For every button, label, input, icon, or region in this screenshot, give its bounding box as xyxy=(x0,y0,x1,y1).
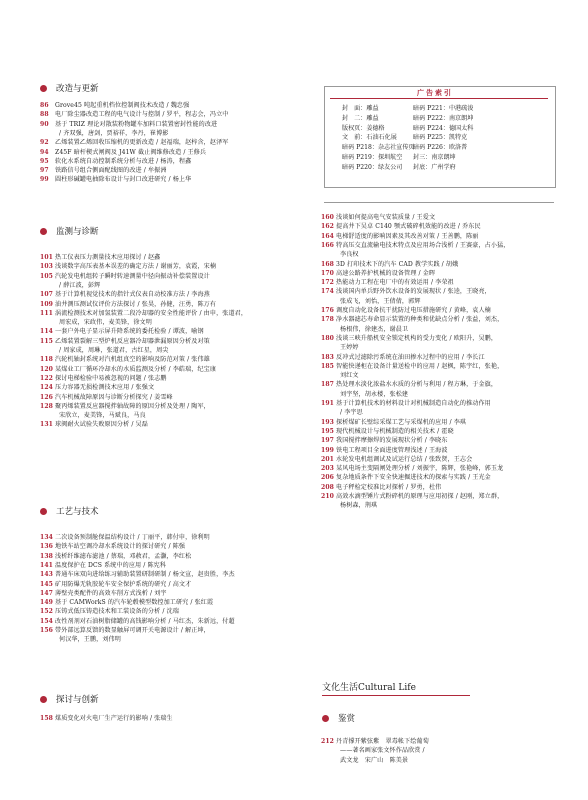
entry-text: 电子秤检定校准比对探析 / 罗勇，杜伟 xyxy=(336,483,442,491)
toc-entry[interactable] xyxy=(40,607,315,616)
section-title: 改造与更新 xyxy=(56,84,99,94)
page-number: 180 xyxy=(321,334,335,342)
entry-text: 张成飞，刘怡，王倩倩，郭辉 xyxy=(340,297,421,305)
page-number: 118 xyxy=(40,356,54,364)
entry-text: 基于计算机视觉技术的指针式仪表自动校准方法 / 李海燕 xyxy=(55,291,210,299)
toc-entry[interactable] xyxy=(321,334,571,353)
toc-entry[interactable] xyxy=(40,290,315,299)
page-number: 88 xyxy=(40,111,49,119)
section-heading xyxy=(322,712,355,724)
entry-text: 浅谈如何提高电气安装质量 / 王爱文 xyxy=(336,214,436,221)
page-number: 212 xyxy=(321,738,335,745)
ad-index-item: 文 前：石油石化展 xyxy=(342,134,397,142)
page-number: 122 xyxy=(40,374,54,382)
toc-entry[interactable] xyxy=(321,287,571,306)
page-number: 183 xyxy=(321,353,335,361)
page-number: 114 xyxy=(40,328,54,336)
page-number: 172 xyxy=(321,279,335,287)
toc-entry[interactable] xyxy=(40,110,315,119)
section-title: 工艺与技术 xyxy=(56,507,99,517)
page-number: 109 xyxy=(40,300,54,308)
entry-text: 一套户外电子显示屏升降系统的委托检验 / 谭波，喻钢 xyxy=(55,328,204,336)
toc-entry[interactable] xyxy=(40,393,315,402)
entry-text: 武文龙 宋广山 陈美景 xyxy=(340,756,409,764)
toc-entry[interactable] xyxy=(40,714,315,723)
entry-text: 电梯舒适度的影响因素及其改善对策 / 王善鹏，陈丽 xyxy=(336,232,479,240)
entry-text: 某煤业工厂循环冷却水的水质监测及分析 / 李皓瑞，纪宝康 xyxy=(55,365,217,373)
entry-text: 何汉华，王鹏，刘伟明 xyxy=(59,636,121,644)
toc-entry[interactable] xyxy=(40,101,315,110)
page-number: 99 xyxy=(40,176,49,184)
page-number: 197 xyxy=(321,437,335,445)
entry-text: Grove45 吨起重机档位控制阀技术改造 / 魏忠强 xyxy=(55,102,190,109)
entry-text: 净水器滤芯寿命显示装置的种类和优缺点分析 / 张益，刘杰， xyxy=(336,316,504,324)
page-number: 145 xyxy=(40,580,54,588)
toc-entry[interactable] xyxy=(40,383,315,392)
toc-entry[interactable] xyxy=(321,232,571,241)
page-number: 128 xyxy=(40,402,54,410)
toc-entry[interactable] xyxy=(40,542,315,551)
toc-entry[interactable] xyxy=(40,626,315,645)
entry-text: 普通车床双向进给练习辅助装置研制研制 / 杨文宣，赵贵胜，李杰 xyxy=(55,571,235,579)
toc-entry[interactable] xyxy=(321,241,571,260)
ad-index-item: 暗码 P218：杂志社宣传页 xyxy=(342,144,415,152)
entry-text: 油井测压测试仪评价方法探讨 / 张昊，孙健，汪勇，陈万有 xyxy=(55,300,217,308)
page-number: 176 xyxy=(321,307,335,314)
entry-text: 智能快递柜在设备计量送检中的应用 / 赵枫，陈宇红，张艳， xyxy=(336,362,504,370)
entry-text: 调度自动化设备抗干扰防过电压措施研究 / 黄峰，袁人楠 xyxy=(336,307,491,314)
toc-entry[interactable] xyxy=(321,473,571,482)
page-number: 174 xyxy=(321,288,335,296)
page-number: 124 xyxy=(40,384,54,392)
page-number: 90 xyxy=(40,120,49,128)
page-number: 86 xyxy=(40,102,49,109)
ad-index-item: 封 二：雕益 xyxy=(342,114,379,122)
entry-text: 矿用防爆无轨胶轮车安全保护系统的研究 / 高文才 xyxy=(55,580,192,588)
entry-text: 改性剂剂对石油树脂储罐的高钱影响分析 / 马红杰，朱新远，付超 xyxy=(55,617,235,625)
entry-text: 浅谈数字高压表基本误差的确定方法 / 谢丽芳，袁霞，宋楠 xyxy=(55,263,217,271)
entry-text: 基于 TRIZ 理论对散装粉物罐车加料口装置密封性能的改进 xyxy=(55,120,218,128)
toc-entry[interactable] xyxy=(321,399,571,418)
entry-text: 刘红文 xyxy=(340,372,359,380)
toc-entry[interactable] xyxy=(40,272,315,291)
page-number: 156 xyxy=(40,627,54,634)
toc-entry[interactable] xyxy=(40,355,315,364)
page-number: 210 xyxy=(321,493,335,500)
entry-text: 现代机械设计与机械制造的相关技术 / 霍晓 xyxy=(336,427,454,435)
entry-text: 我国搅拌摩擦焊的发展现状分析 / 李晓东 xyxy=(336,437,448,445)
page-number: 107 xyxy=(40,291,54,299)
toc-entry[interactable] xyxy=(321,269,571,278)
toc-entry[interactable] xyxy=(321,455,571,464)
page-number: 131 xyxy=(40,421,54,429)
ad-index-item: 封三：南京朗坤 xyxy=(413,154,456,161)
entry-text: 水轮发电机组调试及试运行总结 / 张致贤，王志会 xyxy=(336,455,473,463)
toc-entry[interactable] xyxy=(321,492,571,511)
entry-text: 浅析纤维滤布滤池 / 蔡瑞，邓赦君，孟灏，李红松 xyxy=(55,552,192,560)
entry-text: 电厂除尘器改造工程的电气设计与控制 / 罗平，程志会，冯立中 xyxy=(55,111,229,119)
toc-entry[interactable] xyxy=(321,483,571,492)
page-number: 143 xyxy=(40,571,54,579)
page-number: 134 xyxy=(40,534,54,541)
toc-entry[interactable] xyxy=(40,420,315,429)
toc-entry[interactable] xyxy=(40,157,315,166)
entry-text: 汽轮机轴封系统对汽机组真空的影响及防范对策 / 张伟雄 xyxy=(55,356,210,364)
toc-entry[interactable] xyxy=(40,580,315,589)
page-number: 208 xyxy=(321,483,335,491)
page-number: 103 xyxy=(40,263,54,271)
toc-entry[interactable] xyxy=(40,552,315,561)
toc-entry[interactable] xyxy=(321,315,571,334)
page-number: 101 xyxy=(40,254,54,261)
page-number: 154 xyxy=(40,617,54,625)
ad-index-item: 暗码 P220：绿友公司 xyxy=(342,163,403,171)
page-number: 166 xyxy=(321,241,335,249)
page-number: 97 xyxy=(40,167,49,175)
entry-text: 周宏成，宋政伟，麦美锋，徐文明 xyxy=(59,319,152,327)
toc-entry[interactable] xyxy=(321,362,571,381)
entry-text: 丹青撑开紫弦紫 翠毒帐下绘葡萄 xyxy=(336,738,429,745)
page-number: 158 xyxy=(40,715,54,722)
bullet-icon xyxy=(40,508,47,515)
entry-text: 某风电场主变隔闸处理分析 / 刘振宇，陈辉，张艳峰，郭玉龙 xyxy=(336,465,504,473)
page-number: 168 xyxy=(321,260,335,268)
ad-index-item: 封底：广州学府 xyxy=(413,163,456,171)
section-title: 探讨与创新 xyxy=(56,695,99,705)
ad-index-rule xyxy=(330,98,548,99)
ad-index-item: 版权页：姜德格 xyxy=(342,124,385,132)
toc-entry[interactable] xyxy=(321,427,571,436)
entry-text: 复杂地质条件下安全快速掘进技术的探索与实践 / 王光金 xyxy=(336,474,491,482)
ad-index-item: 暗码 P225：凯特克 xyxy=(413,134,468,142)
toc-entry[interactable] xyxy=(40,533,315,542)
page-number: 95 xyxy=(40,157,49,165)
toc-entry[interactable] xyxy=(321,436,571,445)
entry-text: / 周家成，周琳，张道君，古红星，周尖 xyxy=(59,346,169,354)
page-number: 126 xyxy=(40,393,54,401)
entry-text: 探讨电梯检验中易被忽视的问题 / 张志鹏 xyxy=(55,374,167,382)
page-number: 162 xyxy=(321,223,335,231)
toc-entry[interactable] xyxy=(40,253,315,262)
ad-index-item: 封 面：雕益 xyxy=(342,105,379,112)
page-number: 170 xyxy=(321,269,335,277)
entry-text: 温度保护在 DCS 系统中的应用 / 陈宪科 xyxy=(55,561,167,569)
ad-index-title: 广告索引 xyxy=(417,88,453,97)
page-number: 136 xyxy=(40,543,54,551)
page-number: 94 xyxy=(40,148,49,156)
toc-entry[interactable] xyxy=(40,138,315,147)
toc-entry[interactable] xyxy=(321,306,571,315)
entry-text: 软化水系统自动控制系统分析与改进 / 杨涛，程鑫 xyxy=(55,157,192,165)
section-heading xyxy=(40,82,99,94)
page-number: 120 xyxy=(40,365,54,373)
section-heading xyxy=(40,693,99,705)
bullet-icon xyxy=(40,228,47,235)
entry-text: 乙烯装置裂解三型炉机反应器冷却器泄漏原因分析及对策 xyxy=(55,337,210,345)
page-number: 201 xyxy=(321,455,335,463)
entry-text: / 齐双强，唐剑，贾裕祥，李丹，崔博影 xyxy=(59,129,169,137)
page-number: 195 xyxy=(321,427,335,435)
entry-text: 热能动力工程在电厂中的有效运用 / 李荣祖 xyxy=(336,279,454,287)
page-number: 164 xyxy=(321,232,335,240)
toc-entry[interactable] xyxy=(40,262,315,271)
toc-entry[interactable] xyxy=(40,365,315,374)
entry-text: / 薛江波，彭辉 xyxy=(59,281,101,289)
entry-text: 汽轮发电机组转子瞬时转速测量中径向振动补偿装置设计 xyxy=(55,272,210,280)
bullet-icon xyxy=(40,85,47,92)
page-number: 160 xyxy=(321,214,335,221)
entry-text: 薄壁壳类配件的高效车削方式浅析 / 刘宇 xyxy=(55,589,167,597)
entry-text: 李良权 xyxy=(340,251,359,259)
culture-title: 文化生活Cultural Life xyxy=(322,683,416,693)
entry-text: 圆柱形碱罐电抽除布设计与封口改进研究 / 杨上华 xyxy=(55,176,192,184)
toc-entry[interactable] xyxy=(321,353,571,362)
bullet-icon xyxy=(40,696,47,703)
page-number: 199 xyxy=(321,446,335,454)
toc-entry[interactable] xyxy=(40,337,315,356)
toc-entry[interactable] xyxy=(321,260,571,269)
entry-text: 球阀耐火试验失败原因分析 / 吴磊 xyxy=(55,421,148,429)
section-heading xyxy=(40,505,99,517)
entry-text: 热工仪表压力测量技术应用探讨 / 赵鑫 xyxy=(55,254,161,261)
entry-text: 基于 CAMWorkS 的汽车轮毂模型数控加工研究 / 张红霞 xyxy=(55,599,214,607)
entry-text: 高速公路养护机械的设备管理 / 金晖 xyxy=(336,269,436,277)
toc-entry[interactable] xyxy=(40,374,315,383)
page-number: 178 xyxy=(321,316,335,324)
page-number: 185 xyxy=(321,362,335,370)
toc-entry[interactable] xyxy=(40,120,315,139)
page-number: 152 xyxy=(40,608,54,616)
toc-entry[interactable] xyxy=(321,380,571,399)
page-number: 92 xyxy=(40,139,49,147)
toc-entry[interactable] xyxy=(40,570,315,579)
entry-text: 提高井下吴卓 C140 颚式破碎机效能的改进 / 乔东民 xyxy=(336,223,481,231)
entry-text: 热处理水淡化浓盐水水质的分析与利用 / 程方琳，于金旗， xyxy=(336,381,498,389)
page-number: 115 xyxy=(40,337,54,345)
entry-text: 刘宇坚，胡永楼，张松建 xyxy=(340,390,409,398)
toc-entry[interactable] xyxy=(40,327,315,336)
page-number: 141 xyxy=(40,561,54,569)
toc-entry[interactable] xyxy=(40,300,315,309)
toc-entry[interactable] xyxy=(40,617,315,626)
page-number: 147 xyxy=(40,589,54,597)
entry-text: 压力容器无损检测技术应用 / 张强文 xyxy=(55,384,155,392)
entry-text: 杨根伟，徐建杰，谢晨卫 xyxy=(340,325,409,333)
page-number: 138 xyxy=(40,552,54,560)
ad-index-item: 暗码 P222：南京朗坤 xyxy=(413,114,474,122)
toc-entry[interactable] xyxy=(40,598,315,607)
toc-entry[interactable] xyxy=(321,222,571,231)
entry-text: 浅谈国内单兵野外饮水设备的发展现状 / 张逵，王晓亮， xyxy=(336,288,491,296)
entry-text: 杨树森，荆琪 xyxy=(340,502,378,510)
toc-entry[interactable] xyxy=(40,561,315,570)
ad-index-item: 暗码 P226：欧洛普 xyxy=(413,144,468,152)
entry-text: Z45F 暗杆楔式闸阀及 J41W 截止阀维修改造 / 王修兵 xyxy=(55,148,207,156)
ad-index-item: 暗码 P221：中港疏浚 xyxy=(413,105,474,112)
section-title: 监测与诊断 xyxy=(56,227,99,237)
entry-text: 汽车机械故障原因与诊断分析探究 / 姜雪峰 xyxy=(55,393,173,401)
page-number: 193 xyxy=(321,418,335,426)
entry-text: 煤质变化对火电厂生产运行的影响 / 张瑞生 xyxy=(55,715,173,722)
entry-text: 二次设备预制舱保温结构设计 / 丁丽平，韩付申，徐利明 xyxy=(55,534,210,541)
toc-entry[interactable] xyxy=(40,166,315,175)
page-number: 105 xyxy=(40,272,54,280)
entry-text: 铁电工程项目全面进度管理浅述 / 王海波 xyxy=(336,446,448,454)
toc-entry[interactable] xyxy=(321,446,571,455)
entry-text: 王婷婷 xyxy=(340,344,359,352)
toc-entry[interactable] xyxy=(321,464,571,473)
entry-text: 3D 打印技术下的汽车 CAD 教学实践 / 胡娥 xyxy=(336,260,459,268)
toc-entry[interactable] xyxy=(40,175,315,184)
entry-text: 聚丙烯装置反应器搅拌轴故障的原因分析及处理 / 陶军， xyxy=(55,402,210,410)
toc-entry[interactable] xyxy=(40,309,315,328)
toc-entry[interactable] xyxy=(40,589,315,598)
entry-text: 压铸式低压铸造技术和工装设备的分析 / 沈瑞 xyxy=(55,608,179,616)
divider xyxy=(324,202,554,203)
page-number: 206 xyxy=(321,474,335,482)
page-number: 203 xyxy=(321,465,335,473)
entry-text: 带外部远算反馈的数显触屏可调开关电源设计 / 解正坤， xyxy=(55,627,210,634)
entry-text: ——著名画家张文怀作品欣赏 / xyxy=(340,747,425,755)
entry-text: 地铁车站空调冷却水系统设计的探讨研究 / 陈强 xyxy=(55,543,186,551)
entry-text: 涡流检测技术对加氢装置二段冷却器的安全性能评价 / 由申，张道君， xyxy=(55,309,248,317)
toc-entry[interactable] xyxy=(321,213,571,222)
entry-text: 宋欣立，麦美锋，马斌良，马良 xyxy=(59,412,146,420)
culture-rule xyxy=(322,695,470,696)
entry-text: 特高压交直流输电技术特点及应用场合浅析 / 王赛豪，占小猛， xyxy=(336,241,510,249)
entry-text: 基于计算机技术的材料设计对机械制造自动化的推动作用 xyxy=(336,400,491,407)
section-heading xyxy=(40,225,99,237)
toc-entry[interactable] xyxy=(321,737,571,765)
ad-index-item: 暗码 P224：德国太科 xyxy=(413,124,474,132)
toc-entry[interactable] xyxy=(40,402,315,421)
toc-entry[interactable] xyxy=(321,278,571,287)
section-title: 鉴赏 xyxy=(338,714,356,724)
ad-index-item: 暗码 P219：探圳航空 xyxy=(342,154,403,161)
bullet-icon xyxy=(322,715,329,722)
entry-text: 高效水滴型锤片式粉碎机的原理与应用初探 / 赵刚，郑立群， xyxy=(336,493,504,500)
entry-text: 探析煤矿长壁综采煤工艺与采煤机的应用 / 李琪 xyxy=(336,418,467,426)
toc-entry[interactable] xyxy=(321,418,571,427)
entry-text: 浅谈三峡升船机安全锁定机构的受力变化 / 欧阳升，吴鹏， xyxy=(336,334,498,342)
entry-text: 反冲式过滤除污系统在油田掺水过程中的应用 / 李长江 xyxy=(336,353,485,361)
page-number: 187 xyxy=(321,381,335,389)
page-number: 111 xyxy=(40,309,54,317)
page-number: 191 xyxy=(321,400,335,407)
entry-text: 乙烯装置乙烯回收压缩机的更新改造 / 赵福瑞，赵梓含，赵泽军 xyxy=(55,139,229,147)
entry-text: 铁路信号组合侧面配线图的改进 / 牟振洲 xyxy=(55,167,167,175)
page-number: 149 xyxy=(40,599,54,607)
entry-text: / 李宇思 xyxy=(340,409,363,417)
toc-entry[interactable] xyxy=(40,148,315,157)
